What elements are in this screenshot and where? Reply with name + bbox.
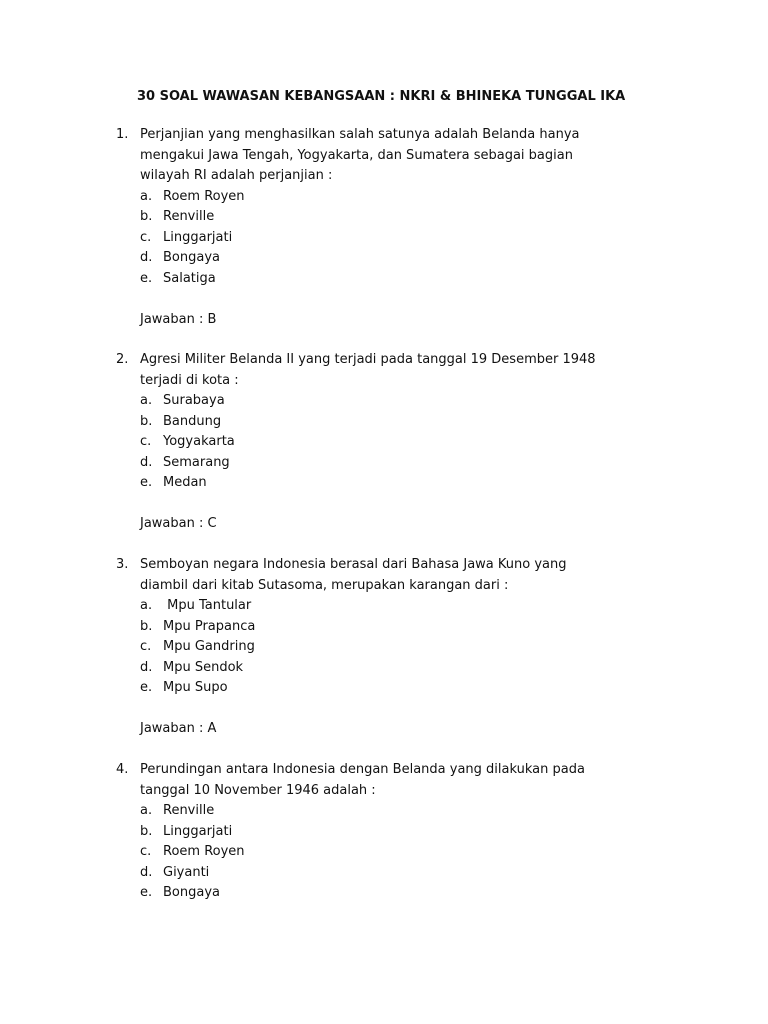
option-text: Semarang [163,454,230,470]
option-e [140,269,610,290]
option-b [140,617,610,638]
option-d [140,863,610,884]
option-text: Mpu Sendok [163,659,244,675]
question-number: 1. [116,127,129,142]
option-letter: a. [140,393,153,408]
answer-key: Jawaban : B [140,311,217,327]
option-letter: d. [140,250,153,265]
question-text-line: diambil dari kitab Sutasoma, merupakan karangan dari : [140,577,509,593]
answer-key: Jawaban : C [140,516,217,531]
option-b [140,207,610,228]
option-letter: d. [140,659,153,675]
question-text-line: Semboyan negara Indonesia berasal dari Bahasa Jawa Kuno yang [140,557,567,572]
option-letter: b. [140,413,153,429]
option-letter: c. [140,229,152,245]
option-text: Roem Royen [163,188,245,204]
option-letter: e. [140,680,153,695]
question-text-line: Perjanjian yang menghasilkan salah satunya adalah Belanda hanya [140,127,580,142]
option-c [140,432,610,453]
option-a [140,596,610,617]
question-number: 2. [116,352,129,367]
option-e [140,678,610,699]
option-text: Giyanti [163,864,210,880]
question-body [140,125,610,330]
option-text: Yogyakarta [163,434,235,449]
question-text-line: terjadi di kota : [140,372,239,388]
answer-key: Jawaban : A [140,721,217,736]
option-b [140,822,610,843]
question-text-line: wilayah RI adalah perjanjian : [140,168,333,183]
question-number: 4. [116,762,129,777]
option-text: Bandung [163,413,222,429]
question-text-line: Perundingan antara Indonesia dengan Belanda yang dilakukan pada [140,762,585,777]
option-text: Bongaya [163,885,220,900]
option-d [140,453,610,474]
document-title: 30 SOAL WAWASAN KEBANGSAAN : NKRI & BHINEKA TUNGGAL IKA [137,89,626,104]
option-text: Medan [163,475,207,490]
option-letter: c. [140,434,152,449]
option-d [140,248,610,269]
option-e [140,883,610,904]
option-text: Linggarjati [163,823,233,839]
option-letter: e. [140,475,153,490]
question-body [140,760,610,904]
question-text-line: mengakui Jawa Tengah, Yogyakarta, dan Sumatera sebagai bagian [140,147,573,163]
option-letter: a. [140,188,153,204]
question-number: 3. [116,557,129,572]
option-letter: e. [140,270,153,286]
option-letter: c. [140,639,152,654]
option-text: Renville [163,209,215,224]
option-c [140,842,610,863]
option-text: Roem Royen [163,844,245,859]
option-letter: a. [140,598,153,613]
option-letter: e. [140,885,153,900]
option-letter: d. [140,864,153,880]
option-text: Mpu Supo [163,680,228,695]
question-body [140,555,610,740]
option-e [140,473,610,494]
option-text: Linggarjati [163,229,233,245]
option-text: Surabaya [163,393,225,408]
option-letter: b. [140,618,153,634]
question-body [140,350,610,535]
option-letter: a. [140,803,153,818]
option-text: Salatiga [163,270,216,286]
option-c [140,637,610,658]
option-letter: d. [140,454,153,470]
option-c [140,228,610,249]
option-b [140,412,610,433]
option-letter: b. [140,823,153,839]
option-a [140,391,610,412]
option-text: Mpu Gandring [163,639,255,654]
option-text: Mpu Prapanca [163,618,256,634]
option-letter: b. [140,209,153,224]
option-text: Renville [163,803,215,818]
option-letter: c. [140,844,152,859]
option-a [140,801,610,822]
option-text: Bongaya [163,250,220,265]
option-text: Mpu Tantular [163,598,252,613]
option-d [140,658,610,679]
question-text-line: tanggal 10 November 1946 adalah : [140,782,376,798]
question-text-line: Agresi Militer Belanda II yang terjadi pada tanggal 19 Desember 1948 [140,352,596,367]
option-a [140,187,610,208]
